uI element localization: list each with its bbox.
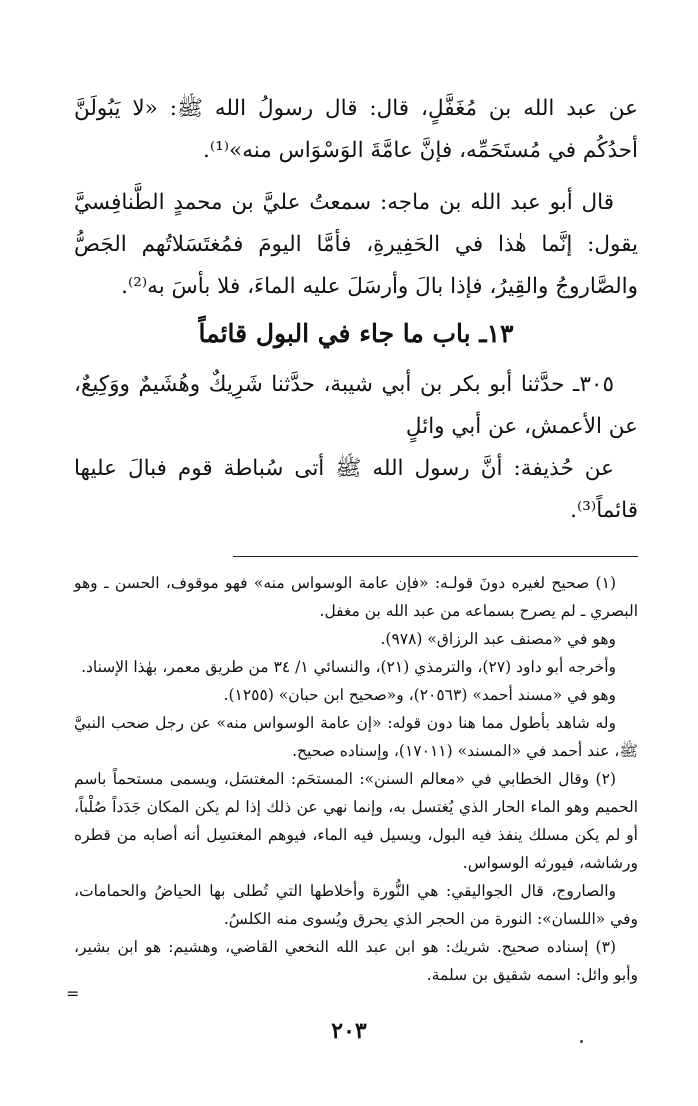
footnote-2: (٢) وقال الخطابي في «معالم السنن»: المستحَم: المغتسَل، ويسمى مستحماً باسم الحميم وهو الماء الحار الذي يُغتسل به، وإنما نهي عن ذلك إذا لم يكن المكان جَدَداً صُلْباً، أو لم يكن مسلك ينفذ فيه البول، ويسيل فيه الماء، فيوهم المغتسِل أنه أصابه من قطره ورشاشه، فيورثه الوسواس. [74,770,638,872]
footnote-1: (١) صحيح لغيره دونَ قولـه: «فإن عامة الوسواس منه» فهو موقوف، الحسن ـ وهو البصري ـ لم يصرح بسماعه من عبد الله بن مغفل. [74,574,638,620]
decorative-dot [580,1040,583,1043]
footnote-divider [233,556,638,557]
chapter-heading: ١٣ـ باب ما جاء في البول قائماً [198,319,514,348]
ibn-majah-comment: قال أبو عبد الله بن ماجه: سمعتُ عليَّ بن محمدٍ الطَّنافِسيَّ يقول: إنَّما هٰذا في الحَفِيرةِ، فأمَّا اليومَ فمُغتَسَلاتُهم الجَصُّ والصَّاروجُ والقِيرُ، فإذا بالَ وأرسَلَ عليه الماءَ، فلا بأسَ به⁽²⁾. [74,190,638,299]
continuation-mark: = [66,984,80,1003]
footnote-2-sarouj: والصاروج، قال الجواليقي: هي النُّورة وأخلاطها التي تُطلى بها الحياضُ والحمامات، وفي «اللسان»: النورة من الحجر الذي يحرق ويُسوى منه الكلسُ. [74,882,638,928]
footnotes [74,569,638,989]
main-text [74,88,638,532]
hadith-305-isnad: ٣٠٥ـ حدَّثنا أبو بكر بن أبي شيبة، حدَّثنا شَرِيكٌ وهُشَيمٌ ووَكِيعٌ، عن الأعمش، عن أبي وائلٍ [74,372,638,439]
footnote-1-witness: وله شاهد بأطول مما هنا دون قوله: «إن عامة الوسواس منه» عن رجل صحب النبيَّ ﷺ، عند أحمد في «المسند» (١٧٠١١)، وإسناده صحيح. [74,714,638,760]
page-number: ٢٠٣ [331,1018,367,1044]
footnote-3: (٣) إسناده صحيح. شريك: هو ابن عبد الله النخعي القاضي، وهشيم: هو ابن بشير، وأبو وائل: اسمه شقيق بن سلمة. [74,938,638,984]
footnote-1-takhrij: وأخرجه أبو داود (٢٧)، والترمذي (٢١)، والنسائي ١/ ٣٤ من طريق معمر، بهٰذا الإسناد. [81,658,616,676]
footnote-1-musnad: وهو في «مسند أحمد» (٢٠٥٦٣)، و«صحيح ابن حبان» (١٢٥٥). [223,686,616,704]
footnote-1-source: وهو في «مصنف عبد الرزاق» (٩٧٨). [380,630,616,648]
hadith-304-text: عن عبد الله بن مُغَفَّلٍ، قال: قال رسولُ الله ﷺ: «لا يَبُولَنَّ أحدُكُم في مُستَحَمِّه، فإنَّ عامَّةَ الوَسْوَاس منه»⁽¹⁾. [74,96,638,163]
hadith-305-matn: عن حُذيفة: أنَّ رسول الله ﷺ أتى سُباطة قوم فبالَ عليها قائماً⁽³⁾. [74,456,638,523]
